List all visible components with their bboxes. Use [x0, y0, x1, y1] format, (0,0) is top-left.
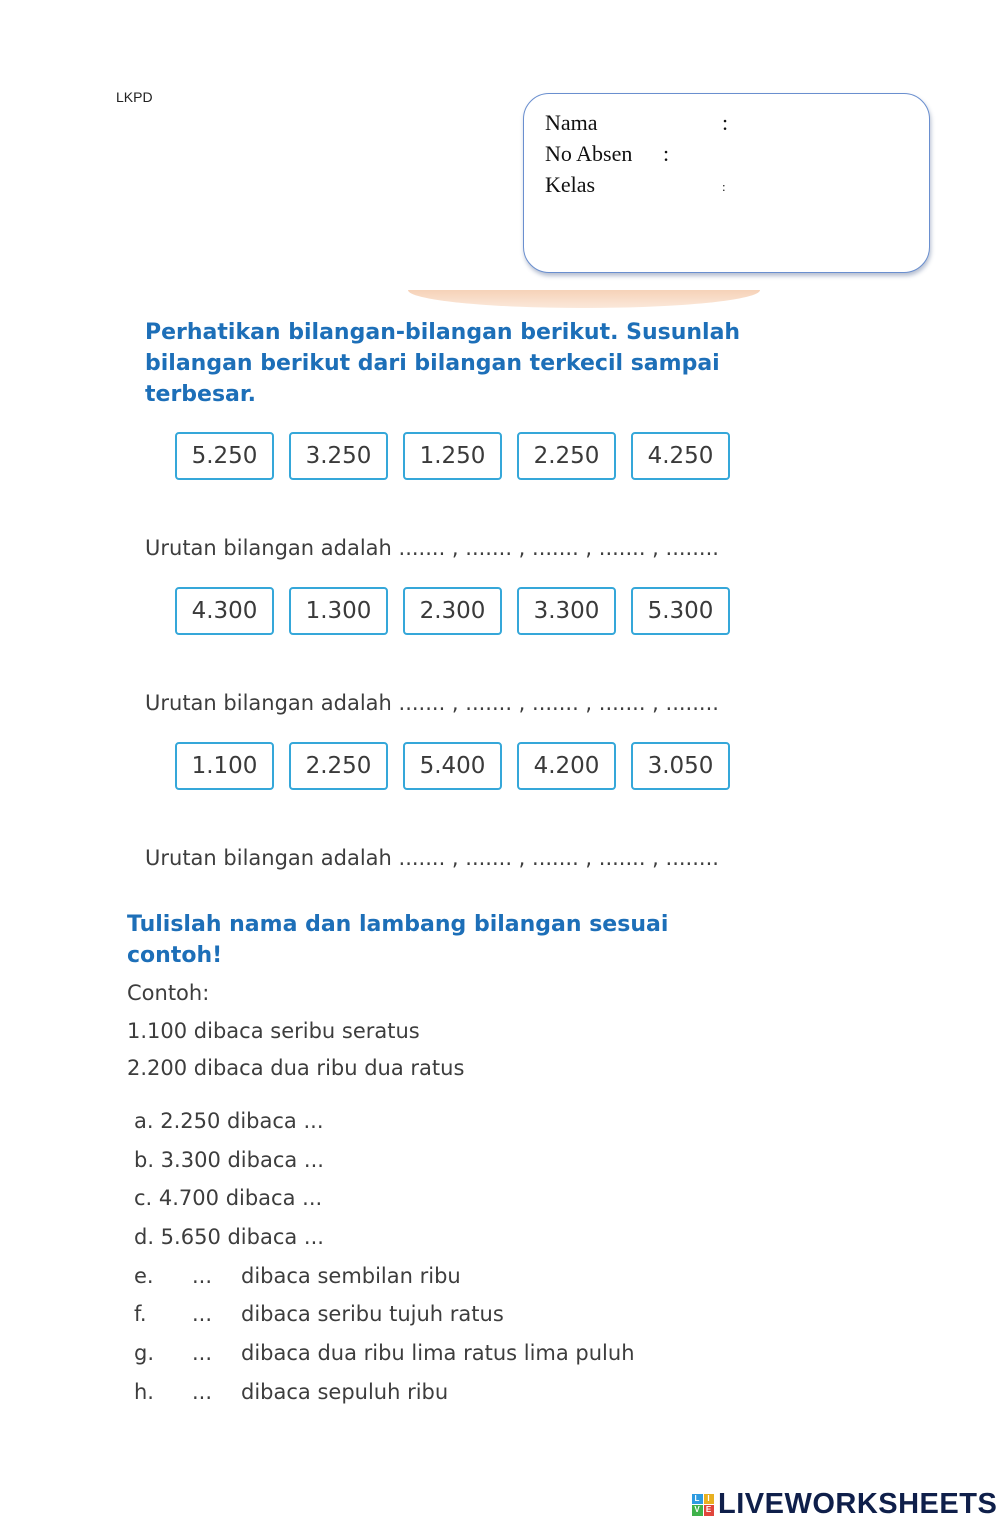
item-letter: h.	[134, 1380, 154, 1404]
brand-name: LIVEWORKSHEETS	[718, 1488, 998, 1520]
question-a[interactable]: a. 2.250 dibaca ...	[134, 1109, 324, 1133]
answer-line-3[interactable]: Urutan bilangan adalah ....... , ....... , ....... , ....... , ........	[145, 846, 719, 870]
number-row-3	[175, 742, 730, 790]
name-colon: :	[722, 110, 729, 135]
item-letter: e.	[134, 1264, 154, 1288]
absen-label: No Absen	[545, 141, 633, 166]
section2-instruction-line1: Tulislah nama dan lambang bilangan sesuai	[127, 912, 669, 937]
item-blank[interactable]: ...	[192, 1264, 213, 1288]
logo-tile: L	[692, 1494, 703, 1505]
item-blank[interactable]: ...	[192, 1380, 213, 1404]
name-label: Nama	[545, 110, 598, 135]
example-1: 1.100 dibaca seribu seratus	[127, 1019, 420, 1043]
item-blank[interactable]: ...	[192, 1341, 213, 1365]
item-blank[interactable]: ...	[192, 1302, 213, 1326]
kelas-label: Kelas	[545, 172, 596, 197]
number-box: 1.250	[403, 432, 502, 480]
absen-row	[545, 141, 670, 167]
kelas-row	[545, 172, 726, 198]
number-box: 3.050	[631, 742, 730, 790]
name-row	[545, 110, 729, 136]
number-box: 2.300	[403, 587, 502, 635]
item-text: dibaca seribu tujuh ratus	[241, 1302, 504, 1326]
absen-colon: :	[663, 141, 670, 166]
section2-instruction-line2: contoh!	[127, 943, 223, 968]
lkpd-label: LKPD	[116, 89, 153, 105]
number-box: 5.300	[631, 587, 730, 635]
question-e[interactable]	[134, 1264, 461, 1288]
item-text: dibaca dua ribu lima ratus lima puluh	[241, 1341, 635, 1365]
number-box: 1.300	[289, 587, 388, 635]
logo-tile: V	[692, 1505, 703, 1516]
item-text: dibaca sepuluh ribu	[241, 1380, 449, 1404]
liveworksheets-brand[interactable]	[692, 1488, 997, 1521]
question-g[interactable]	[134, 1341, 635, 1365]
number-box: 4.250	[631, 432, 730, 480]
decorative-swoosh	[408, 290, 760, 308]
student-identity-box	[523, 93, 930, 273]
question-b[interactable]: b. 3.300 dibaca ...	[134, 1148, 324, 1172]
number-box: 1.100	[175, 742, 274, 790]
number-box: 4.300	[175, 587, 274, 635]
question-d[interactable]: d. 5.650 dibaca ...	[134, 1225, 324, 1249]
section1-instruction: Perhatikan bilangan-bilangan berikut. Susunlah bilangan berikut dari bilangan terkecil sampai terbesar.	[145, 320, 741, 407]
question-h[interactable]	[134, 1380, 449, 1404]
number-row-1	[175, 432, 730, 480]
number-box: 2.250	[289, 742, 388, 790]
question-f[interactable]	[134, 1302, 504, 1326]
number-box: 2.250	[517, 432, 616, 480]
logo-tile: I	[704, 1494, 715, 1505]
number-box: 4.200	[517, 742, 616, 790]
answer-line-2[interactable]: Urutan bilangan adalah ....... , ....... , ....... , ....... , ........	[145, 691, 719, 715]
answer-line-1[interactable]: Urutan bilangan adalah ....... , ....... , ....... , ....... , ........	[145, 536, 719, 560]
number-row-2	[175, 587, 730, 635]
example-label: Contoh:	[127, 981, 210, 1005]
item-text: dibaca sembilan ribu	[241, 1264, 461, 1288]
item-letter: f.	[134, 1302, 147, 1326]
item-letter: g.	[134, 1341, 155, 1365]
number-box: 5.400	[403, 742, 502, 790]
number-box: 3.250	[289, 432, 388, 480]
liveworksheets-logo-icon	[692, 1494, 714, 1516]
number-box: 5.250	[175, 432, 274, 480]
question-c[interactable]: c. 4.700 dibaca ...	[134, 1186, 323, 1210]
number-box: 3.300	[517, 587, 616, 635]
example-2: 2.200 dibaca dua ribu dua ratus	[127, 1056, 465, 1080]
kelas-colon: :	[722, 179, 726, 194]
logo-tile: E	[704, 1505, 715, 1516]
